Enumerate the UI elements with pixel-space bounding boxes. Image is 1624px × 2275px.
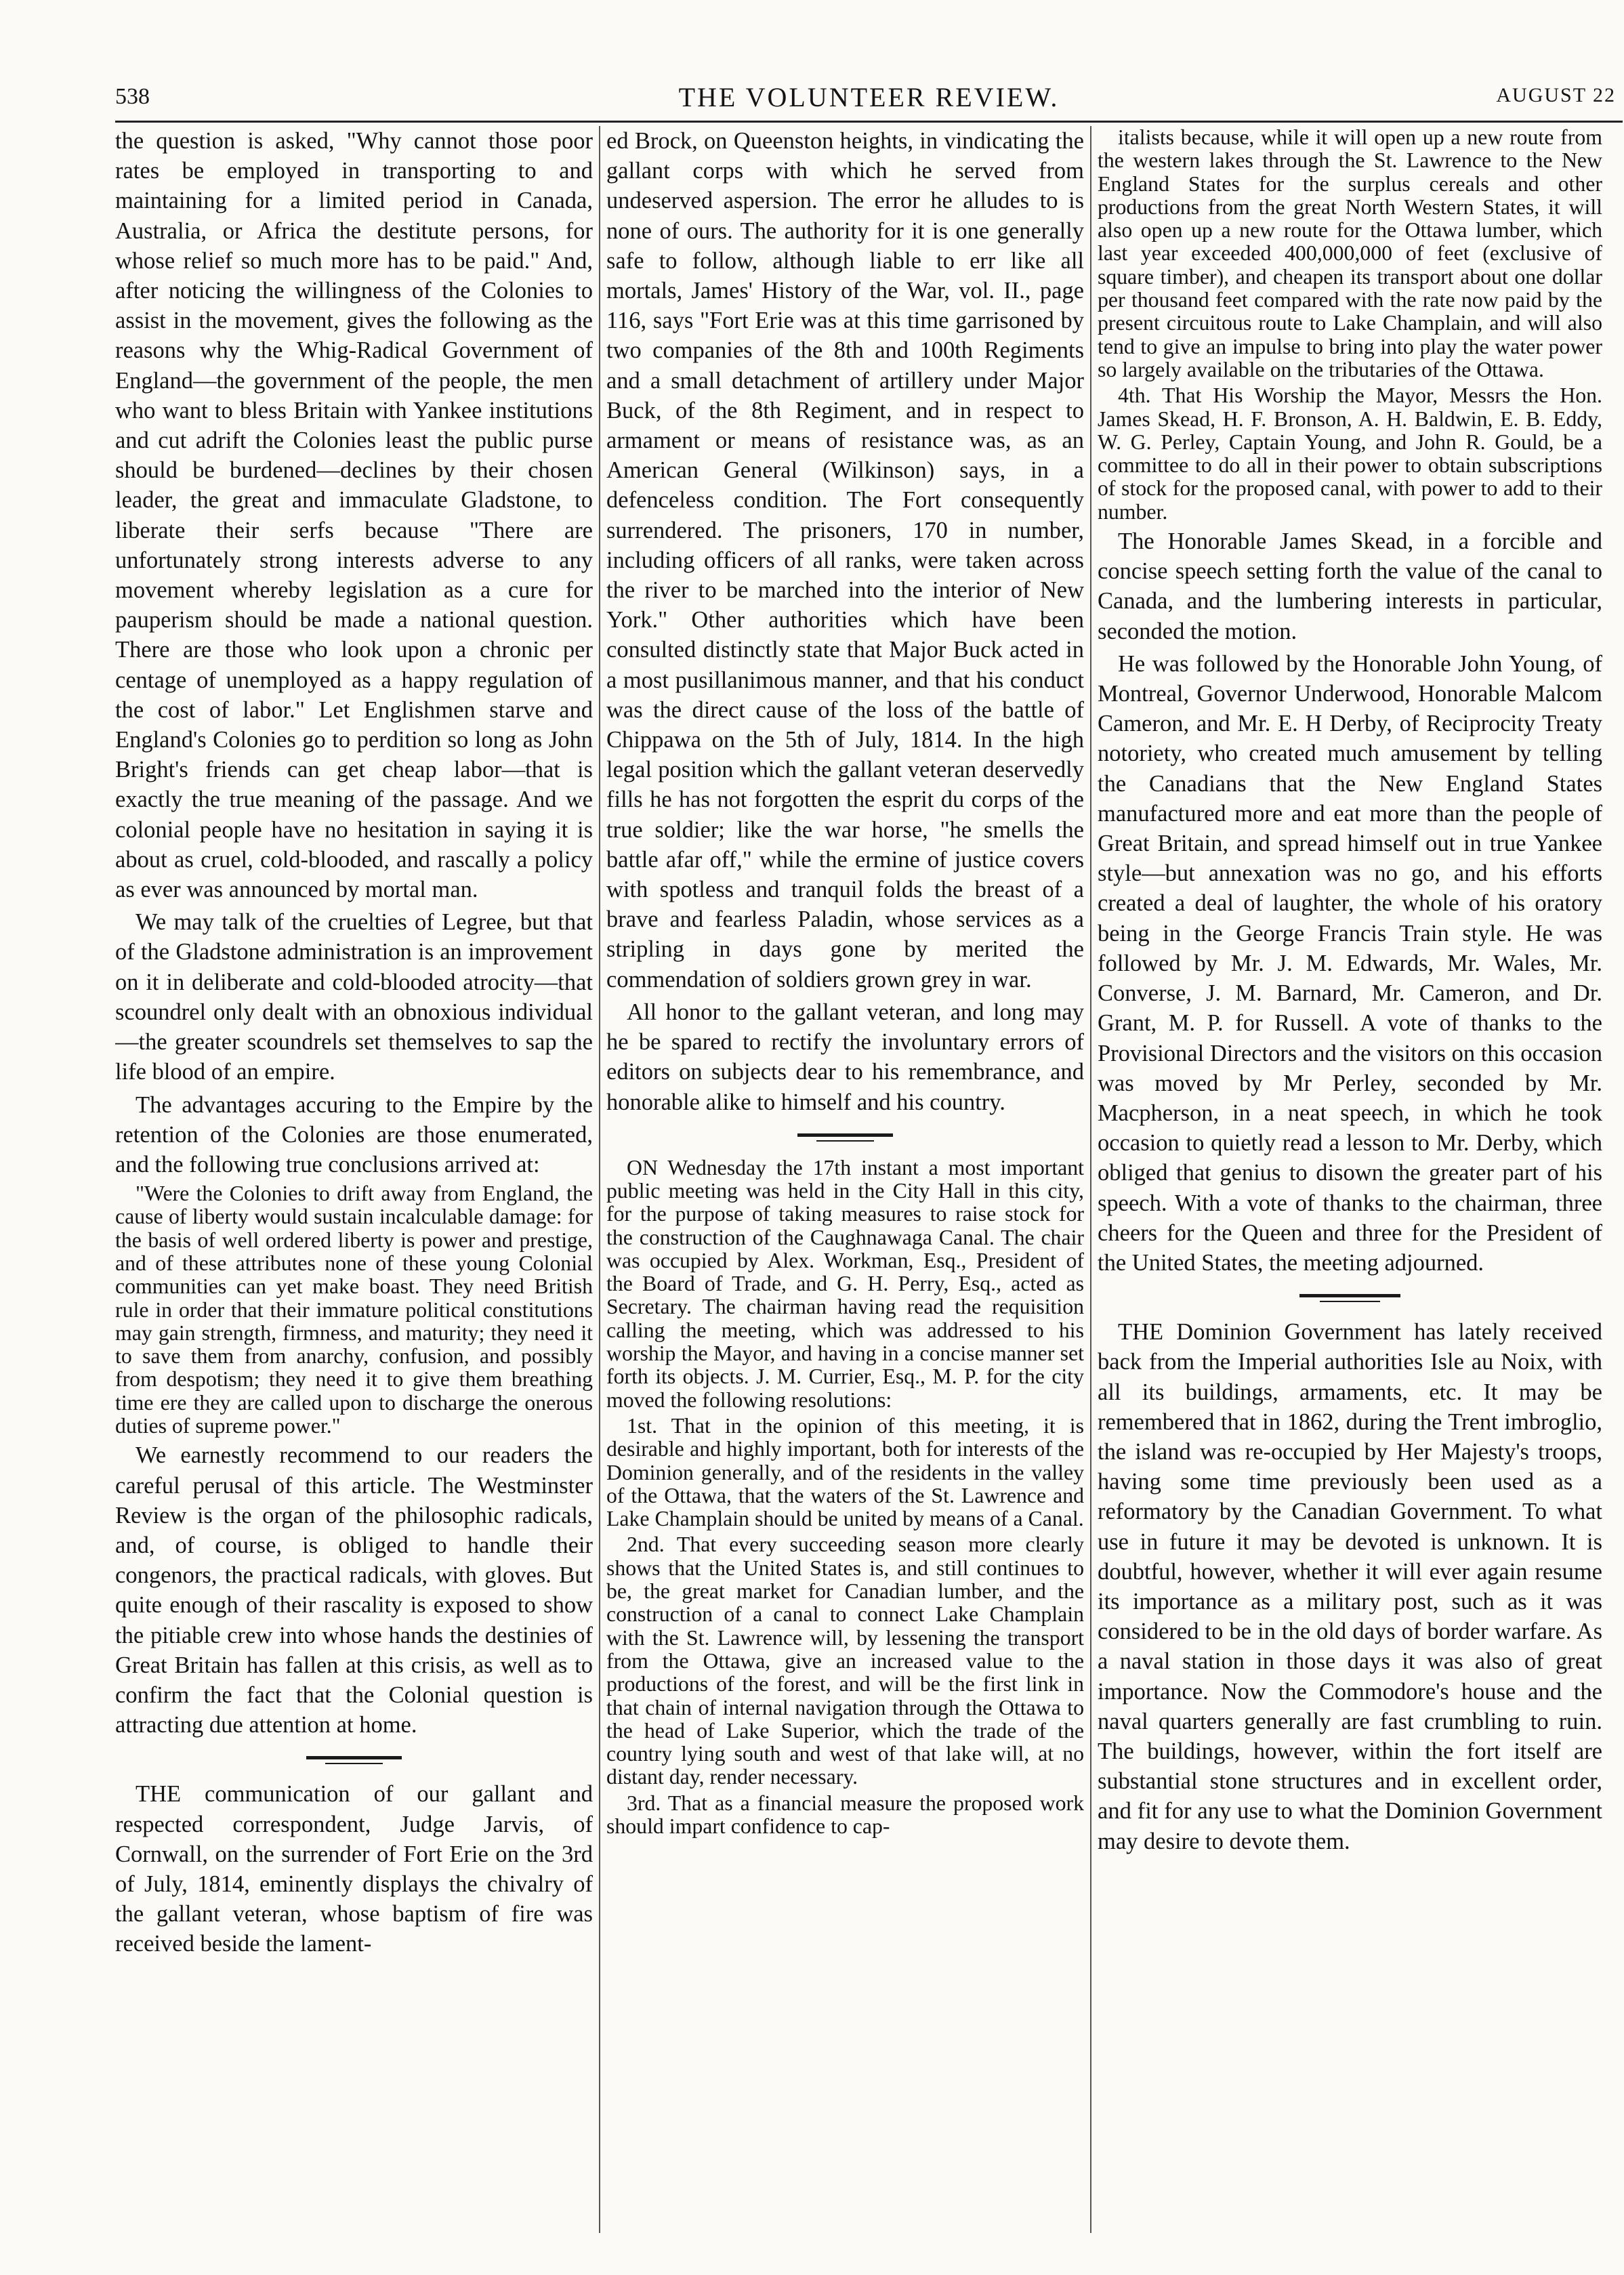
article-separator bbox=[1098, 1287, 1602, 1308]
paragraph bbox=[115, 126, 593, 904]
lead-word: THE bbox=[136, 1781, 182, 1808]
paragraph-text: We earnestly recommend to our readers the careful perusal of this article. The Westminster Review is the organ of the philosophic radicals, and, of course, is obliged to handle their congenors, the practical radicals, with gloves. But quite enough of their rascality is exposed to show the pitiable crew into whose hands the destinies of Great Britain has fallen at this crisis, as well as to confirm the fact that the Colonial question is attracting due attention at home. bbox=[115, 1442, 593, 1738]
paragraph bbox=[606, 1792, 1084, 1839]
paragraph-text: He was followed by the Honorable John Young, of Montreal, Governor Underwood, Honorable Malcom Cameron, and Mr. E. H Derby, of Reciprocity Treaty notoriety, who created much amusement by telling the Canadians that the New England States manufactured more and eat more than the people of Great Britain, and spread himself out in true Yankee style—but annexation was no go, and his efforts created a deal of laughter, the whole of his oratory being in the George Francis Train style. He was followed by Mr. J. M. Edwards, Mr. Wales, Mr. Converse, J. M. Barnard, Mr. Cameron, and Dr. Grant, M. P. for Russell. A vote of thanks to the Provisional Directors and the visitors on this occasion was moved by Mr Perley, seconded by Mr. Macpherson, in a neat speech, in which he took occasion to quietly read a lesson to Mr. Derby, which obliged that genius to disown the greater part of his speech. With a vote of thanks to the chairman, three cheers for the Queen and three for the President of the United States, the meeting adjourned. bbox=[1098, 650, 1602, 1276]
paragraph-text: "Were the Colonies to drift away from England, the cause of liberty would sustain incalculable damage: for the basis of well ordered liberty is power and prestige, and of these attributes none of these young Colonial communities can yet make boast. They need British rule in order that their immature political constitutions may gain strength, firmness, and maturity; they need it to save them from anarchy, confusion, and possibly from despotism; they need it to give them breathing time ere they are called upon to discharge the onerous duties of supreme power." bbox=[115, 1182, 593, 1438]
column-divider bbox=[1090, 126, 1091, 2233]
column-2 bbox=[606, 126, 1084, 2226]
header-rule bbox=[115, 121, 1623, 123]
paragraph-text: We may talk of the cruelties of Legree, but that of the Gladstone administration is an improvement on it in deliberate and cold-blooded atrocity—that scoundrel only dealt with an obnoxious individual—the greater scoundrels set themselves to sap the life blood of an empire. bbox=[115, 909, 593, 1085]
paragraph bbox=[606, 1415, 1084, 1530]
paragraph-text: communication of our gallant and respected correspondent, Judge Jarvis, of Cornwall, on the surrender of Fort Erie on the 3rd of July, 1814, eminently displays the chivalry of the gallant veteran, whose baptism of fire was received beside the lament- bbox=[115, 1781, 593, 1957]
paragraph bbox=[1098, 1317, 1602, 1856]
paragraph bbox=[1098, 384, 1602, 524]
paragraph bbox=[115, 1779, 593, 1959]
paragraph-text: Wednesday the 17th instant a most important public meeting was held in the City Hall in this city, for the purpose of taking measures to raise stock for the construction of the Caughnawaga Canal. The chair was occupied by Alex. Workman, Esq., President of the Board of Trade, and G. H. Perry, Esq., acted as Secretary. The chairman having read the requisition calling the meeting, which was addressed to his worship the Mayor, and having in a concise manner set forth its objects. J. M. Currier, Esq., M. P. for the city moved the following resolutions: bbox=[606, 1155, 1084, 1412]
paragraph-text: the question is asked, "Why cannot those poor rates be employed in transporting to and maintaining for a limited period in Canada, Australia, or Africa the destitute persons, for whose relief so much more has to be paid." And, after noticing the willingness of the Colonies to assist in the movement, gives the following as the reasons why the Whig-Radical Government of England—the government of the people, the men who want to bless Britain with Yankee institutions and cut adrift the Colonies least the public purse should be burdened—declines by their chosen leader, the great and immaculate Gladstone, to liberate their serfs because "There are unfortunately strong interests adverse to any movement whereby legislation as a cure for pauperism should be made a national question. There are those who look upon a chronic per centage of unemployed as a happy regulation of the cost of labor." Let Englishmen starve and England's Colonies go to perdition so long as John Bright's friends can get cheap labor—that is exactly the true meaning of the passage. And we colonial people have no hesitation in saying it is about as cruel, cold-blooded, and rascally a policy as ever was announced by mortal man. bbox=[115, 128, 593, 903]
paragraph bbox=[115, 1090, 593, 1180]
paragraph-text: All honor to the gallant veteran, and long may he be spared to rectify the involuntary errors of editors on subjects dear to his remembrance, and honorable alike to himself and his country. bbox=[606, 999, 1084, 1115]
page-number: 538 bbox=[115, 84, 150, 109]
paragraph-text: Dominion Government has lately received back from the Imperial authorities Isle au Noix, with all its buildings, armaments, etc. It may be remembered that in 1862, during the Trent imbroglio, the island was re-occupied by Her Majesty's troops, having some time previously been used as a reformatory by the Canadian Government. To what use in future it may be devoted is unknown. It is doubtful, however, whether it will ever again resume its importance as a military post, such as it was considered to be in the old days of border warfare. As a naval station in those days it was also of great importance. Now the Commodore's house and the naval quarters generally are fast crumbling to ruin. The buildings, however, within the fort itself are substantial stone structures and in excellent order, and fit for any use to what the Dominion Government may desire to devote them. bbox=[1098, 1319, 1602, 1854]
paragraph bbox=[115, 907, 593, 1087]
paragraph-text: italists because, while it will open up a new route from the western lakes through the St. Lawrence to the New England States for the surplus cereals and other productions from the great North Western States, it will also open up a new route for the Ottawa lumber, which last year exceeded 400,000,000 of feet (exclusive of square timber), and cheapen its transport about one dollar per thousand feet compared with the rate now paid by the present circuitous route to Lake Champlain, and will also tend to give an impulse to bring into play the water power so largely available on the tributaries of the Ottawa. bbox=[1098, 126, 1602, 381]
column-divider bbox=[599, 126, 600, 2233]
paragraph bbox=[1098, 526, 1602, 646]
paragraph bbox=[606, 1533, 1084, 1789]
lead-word: THE bbox=[1118, 1319, 1164, 1345]
paragraph bbox=[606, 997, 1084, 1117]
paragraph-text: ed Brock, on Queenston heights, in vindicating the gallant corps with which he served from undeserved aspersion. The error he alludes to is none of ours. The authority for it is one generally safe to follow, although liable to err like all mortals, James' History of the War, vol. II., page 116, says "Fort Erie was at this time garrisoned by two companies of the 8th and 100th Regiments and a small detachment of artillery under Major Buck, of the 8th Regiment, and in respect to armament or means of resistance was, as an American General (Wilkinson) says, in a defenceless condition. The Fort consequently surrendered. The prisoners, 170 in number, including officers of all ranks, were taken across the river to be marched into the interior of New York." Other authorities which have been consulted distinctly state that Major Buck acted in a most pusillanimous manner, and that his conduct was the direct cause of the loss of the battle of Chippawa on the 5th of July, 1814. In the high legal position which the gallant veteran deservedly fills he has not forgotten the esprit du corps of the true soldier; like the war horse, "he smells the battle afar off," while the ermine of justice covers with spotless and tranquil folds the breast of a brave and fearless Paladin, whose services as a stripling in days gone by merited the commendation of soldiers grown grey in war. bbox=[606, 128, 1084, 993]
paragraph bbox=[1098, 649, 1602, 1278]
article-separator bbox=[606, 1127, 1084, 1147]
paragraph-text: The advantages accuring to the Empire by the retention of the Colonies are those enumerated, and the following true conclusions arrived at: bbox=[115, 1091, 593, 1177]
paragraph bbox=[606, 126, 1084, 995]
paragraph bbox=[115, 1440, 593, 1740]
paragraph-text: 3rd. That as a financial measure the proposed work should impart confidence to cap- bbox=[606, 1791, 1084, 1839]
paragraph bbox=[1098, 126, 1602, 381]
column-3 bbox=[1098, 126, 1602, 2226]
page-header bbox=[115, 76, 1623, 117]
paragraph-text: 2nd. That every succeeding season more clearly shows that the United States is, and still continues to be, the great market for Canadian lumber, and the construction of a canal to connect Lake Champlain with the St. Lawrence will, by lessening the transport from the Ottawa, give an increased value to the productions of the forest, and will be the first link in that chain of internal navigation through the Ottawa to the head of Lake Superior, which the trade of the country lying south and west of that lake will, at no distant day, render necessary. bbox=[606, 1532, 1084, 1789]
paragraph bbox=[115, 1182, 593, 1438]
paragraph-text: 4th. That His Worship the Mayor, Messrs the Hon. James Skead, H. F. Bronson, A. H. Baldwin, E. B. Eddy, W. G. Perley, Captain Young, and John R. Gould, be a committee to do all in their power to obtain subscriptions of stock for the proposed canal, with power to add to their number. bbox=[1098, 383, 1602, 524]
column-1 bbox=[115, 126, 593, 2226]
lead-word: ON bbox=[627, 1155, 658, 1180]
issue-date: AUGUST 22 bbox=[1496, 84, 1616, 106]
paragraph-text: 1st. That in the opinion of this meeting, it is desirable and highly important, both for interests of the Dominion generally, and of the residents in the valley of the Ottawa, that the waters of the St. Lawrence and Lake Champlain should be united by means of a Canal. bbox=[606, 1413, 1084, 1531]
publication-title: THE VOLUNTEER REVIEW. bbox=[678, 82, 1060, 112]
paragraph-text: The Honorable James Skead, in a forcible and concise speech setting forth the value of the canal to Canada, and the lumbering interests in particular, seconded the motion. bbox=[1098, 528, 1602, 644]
article-separator bbox=[115, 1749, 593, 1770]
paragraph bbox=[606, 1156, 1084, 1412]
